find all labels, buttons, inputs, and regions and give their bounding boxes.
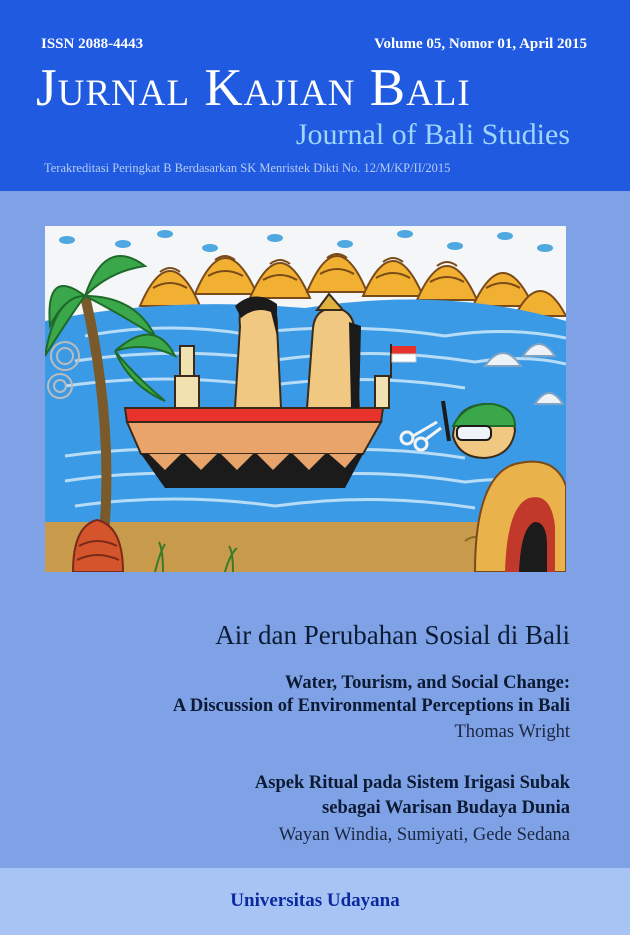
masthead (0, 0, 630, 191)
article-2-title (255, 771, 570, 821)
volume-info: Volume 05, Nomor 01, April 2015 (374, 36, 587, 52)
issue-theme-title: Air dan Perubahan Sosial di Bali (215, 620, 570, 650)
issn: ISSN 2088-4443 (41, 36, 144, 52)
painting-illustration (45, 226, 566, 572)
article-2-author: Wayan Windia, Sumiyati, Gede Sedana (278, 825, 570, 845)
cover-painting (45, 226, 566, 572)
journal-title: Jurnal Kajian Bali (36, 59, 471, 117)
journal-subtitle: Journal of Bali Studies (295, 118, 570, 151)
article-2-title-line2: sebagai Warisan Budaya Dunia (322, 798, 570, 818)
footer-band (0, 868, 630, 935)
publisher-name: Universitas Udayana (230, 890, 400, 911)
article-1-title (173, 672, 570, 718)
article-1-author: Thomas Wright (454, 722, 570, 742)
accreditation-note: Terakreditasi Peringkat B Berdasarkan SK Menristek Dikti No. 12/M/KP/II/2015 (44, 161, 451, 175)
article-1-title-line1: Water, Tourism, and Social Change: (284, 673, 570, 693)
article-1-title-line2: A Discussion of Environmental Perceptions in Bali (172, 696, 570, 716)
article-2-title-line1: Aspek Ritual pada Sistem Irigasi Subak (254, 773, 570, 793)
